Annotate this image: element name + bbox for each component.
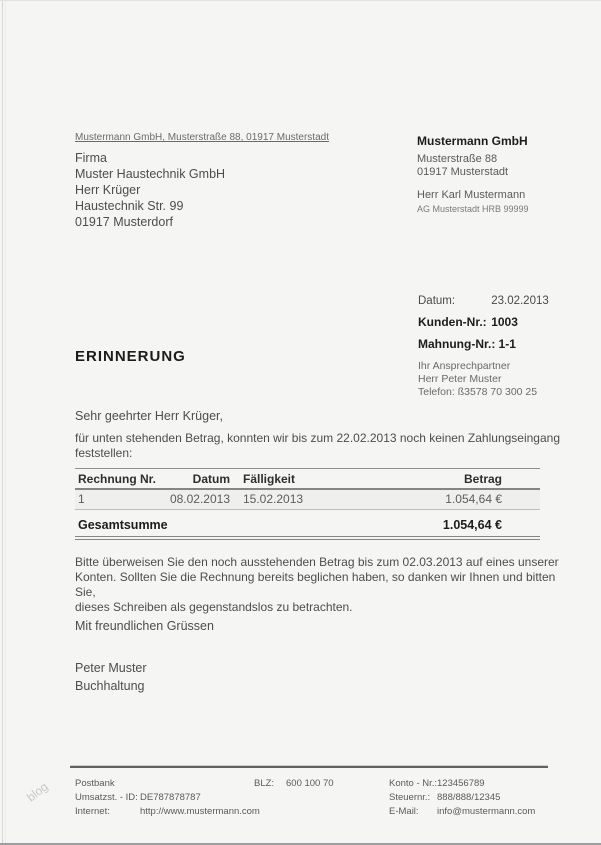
company-city: 01917 Musterstadt <box>417 166 509 178</box>
reminder-number-label: Mahnung-Nr.: <box>418 337 496 351</box>
footer-vat-label: Umsatzst. - ID: <box>75 792 138 803</box>
contact-intro: Ihr Ansprechpartner <box>418 360 511 372</box>
recipient-line: 01917 Musterdorf <box>75 215 173 229</box>
letter-title: ERINNERUNG <box>75 348 186 365</box>
header-amount: Betrag <box>463 472 502 486</box>
contact-phone: Telefon: ß3578 70 300 25 <box>418 386 538 398</box>
customer-number-label: Kunden-Nr.: <box>418 315 487 329</box>
footer-account-label: Konto - Nr.: <box>389 778 438 789</box>
header-date: Datum <box>192 472 230 486</box>
date-label: Datum: <box>418 295 456 307</box>
salutation: Sehr geehrter Herr Krüger, <box>75 409 223 423</box>
recipient-line: Haustechnik Str. 99 <box>75 199 184 213</box>
recipient-line: Firma <box>75 151 107 165</box>
body-line: dieses Schreiben als gegenstandslos zu betrachten. <box>75 600 353 614</box>
body-line: Konten. Sollten Sie die Rechnung bereits beglichen haben, so danken wir Ihnen und bitten Sie, <box>75 570 556 599</box>
blog-watermark: blog <box>24 779 51 805</box>
footer-internet-value: http://www.mustermann.com <box>140 806 260 817</box>
intro-line: für unten stehenden Betrag, konnten wir bis zum 22.02.2013 noch keinen Zahlungseingang <box>75 431 561 445</box>
footer-tax-value: 888/888/12345 <box>437 792 501 803</box>
recipient-line: Herr Krüger <box>75 183 141 197</box>
customer-number-value: 1003 <box>491 315 518 329</box>
total-value: 1.054,64 € <box>442 518 502 532</box>
company-street: Musterstraße 88 <box>417 153 498 165</box>
signer-role: Buchhaltung <box>75 679 145 693</box>
footer-account-value: 123456789 <box>437 778 485 789</box>
footer-tax-label: Steuernr.: <box>389 792 431 803</box>
footer-internet-label: Internet: <box>75 806 110 817</box>
company-contact: Herr Karl Mustermann <box>417 189 526 201</box>
cell-due-date: 15.02.2013 <box>243 492 304 506</box>
date-value: 23.02.2013 <box>491 295 549 307</box>
closing-phrase: Mit freundlichen Grüssen <box>75 619 214 633</box>
company-registry: AG Musterstadt HRB 99999 <box>417 204 529 214</box>
reminder-number-value: 1-1 <box>498 337 516 351</box>
header-invoice-number: Rechnung Nr. <box>78 472 157 486</box>
recipient-line: Muster Haustechnik GmbH <box>75 167 226 181</box>
cell-invoice-number: 1 <box>78 492 85 506</box>
header-due-date: Fälligkeit <box>243 472 296 486</box>
footer-bank-name: Postbank <box>75 778 115 789</box>
cell-amount: 1.054,64 € <box>445 492 502 506</box>
body-line: Bitte überweisen Sie den noch ausstehenden Betrag bis zum 02.03.2013 auf eines unserer <box>75 555 559 569</box>
footer-email-value: info@mustermann.com <box>437 806 536 817</box>
footer-blz-value: 600 100 70 <box>286 778 334 789</box>
contact-name: Herr Peter Muster <box>418 373 502 385</box>
company-name: Mustermann GmbH <box>417 134 528 148</box>
sender-return-address: Mustermann GmbH, Musterstraße 88, 01917 Musterstadt <box>75 132 329 143</box>
cell-date: 08.02.2013 <box>169 492 230 506</box>
footer-vat-value: DE787878787 <box>140 792 201 803</box>
intro-line: feststellen: <box>75 446 133 460</box>
signer-name: Peter Muster <box>75 661 147 675</box>
footer-block <box>0 1 601 845</box>
footer-email-label: E-Mail: <box>389 806 419 817</box>
footer-blz-label: BLZ: <box>254 778 275 789</box>
total-label: Gesamtsumme <box>78 518 168 532</box>
